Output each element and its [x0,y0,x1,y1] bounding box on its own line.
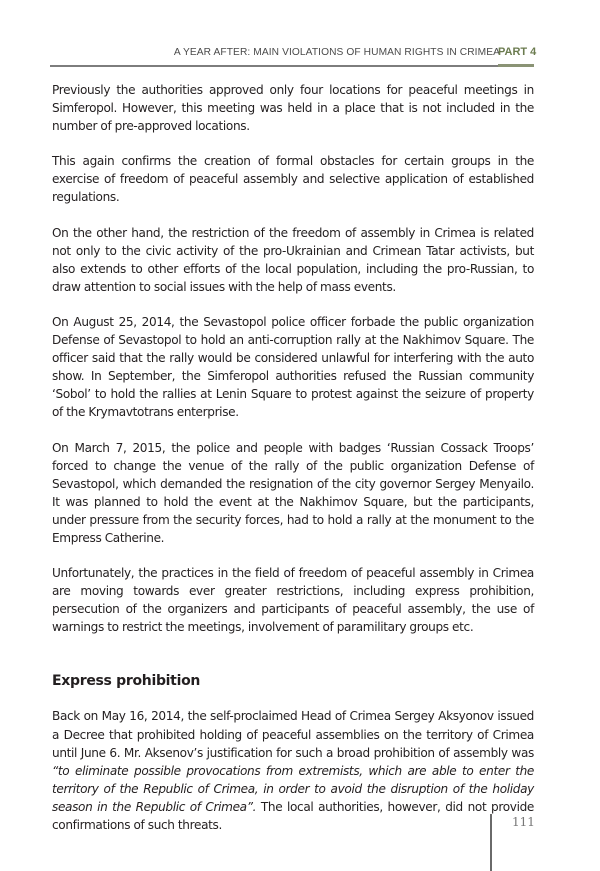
paragraph-outro: The local authorities, however, did not provide confirmations of such threats. [52,799,534,832]
part-accent-bar [498,64,534,67]
running-header [0,47,600,63]
paragraph: Previously the authorities approved only four locations for peaceful meetings in Simferopol. However, this meeting was held in a place that is not included in the number of pre-approved locations. [52,83,534,134]
header-divider [50,65,500,67]
footer-divider [490,814,492,871]
quotation: “to eliminate possible provocations from extremists, which are able to enter the territory of the Republic of Crimea, in order to avoid the disruption of the holiday season in the Republic of Crimea”. [52,763,534,814]
paragraph: On August 25, 2014, the Sevastopol police officer forbade the public organization Defense of Sevastopol to hold an anti-corruption rally at the Nakhimov Square. The officer said that the rally would be considered unlawful for interfering with the auto show. In September, the Simferopol authorities refused the Russian community ‘Sobol’ to hold the rallies at Lenin Square to protest against the seizure of property of the Krymavtotrans enterprise. [52,314,534,420]
page-body [52,81,534,851]
document-title: A YEAR AFTER: MAIN VIOLATIONS OF HUMAN RIGHTS IN CRIMEA [173,47,500,58]
part-label: PART 4 [498,46,537,58]
page-number: 111 [512,815,535,829]
paragraph: On the other hand, the restriction of the freedom of assembly in Crimea is related not only to the civic activity of the pro-Ukrainian and Crimean Tatar activists, but also extends to other efforts of the local population, including the pro-Russian, to draw attention to social issues with the help of mass events. [52,225,534,294]
paragraph: On March 7, 2015, the police and people with badges ‘Russian Cossack Troops’ forced to change the venue of the rally of the public organization Defense of Sevastopol, which demanded the resignation of the city governor Sergey Menyailo. It was planned to hold the event at the Nakhimov Square, but the participants, under pressure from the security forces, had to hold a rally at the monument to the Empress Catherine. [52,440,534,545]
paragraph: Unfortunately, the practices in the field of freedom of peaceful assembly in Crimea are moving towards ever greater restrictions, including express prohibition, persecution of the organizers and participants of peaceful assembly, the use of warnings to restrict the meetings, involvement of paramilitary groups etc. [52,566,534,635]
paragraph-intro: Back on May 16, 2014, the self-proclaimed Head of Crimea Sergey Aksyonov issued a Decree that prohibited holding of peaceful assemblies on the territory of Crimea until June 6. Mr. Aksenov’s justification for such a broad prohibition of assembly was [52,709,534,760]
paragraph-with-quote [52,707,534,834]
section-heading: Express prohibition [52,673,201,690]
paragraph: This again confirms the creation of formal obstacles for certain groups in the exercise of freedom of peaceful assembly and selective application of established regulations. [52,154,534,205]
